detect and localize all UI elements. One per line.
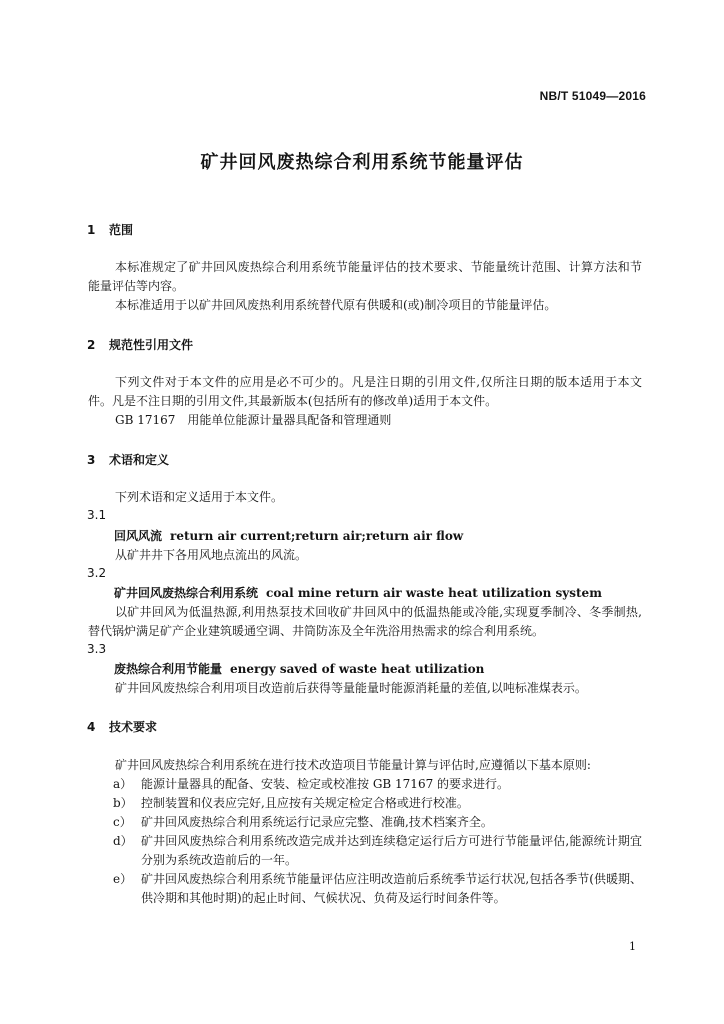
list-item xyxy=(88,775,642,794)
section-number: 3 xyxy=(87,453,96,467)
term-english: return air current;return air;return air flow xyxy=(170,529,464,543)
list-item xyxy=(88,870,642,908)
term-heading xyxy=(114,660,484,677)
list-marker: b） xyxy=(113,796,133,810)
page-number: 1 xyxy=(629,940,636,953)
section-number: 1 xyxy=(87,223,96,237)
section-4-heading xyxy=(87,718,157,735)
list-text: 矿井回风废热综合利用系统改造完成并达到连续稳定运行后方可进行节能量评估,能源统计期宜分别为系统改造前后的一年。 xyxy=(141,834,642,867)
list-item xyxy=(88,794,642,813)
section-title: 规范性引用文件 xyxy=(109,338,194,352)
list-item xyxy=(88,813,642,832)
term-definition: 以矿井回风为低温热源,利用热泵技术回收矿井回风中的低温热能或冷能,实现夏季制冷、冬季制热,替代锅炉满足矿产企业建筑暖通空调、井筒防冻及全年洗浴用热需求的综合利用系统。 xyxy=(88,605,642,638)
section-title: 范围 xyxy=(109,223,134,237)
section-number: 2 xyxy=(87,338,96,352)
term-english: energy saved of waste heat utilization xyxy=(230,662,485,676)
list-text: 能源计量器具的配备、安装、检定或校准按 GB 17167 的要求进行。 xyxy=(141,777,510,791)
normative-reference: GB 17167 用能单位能源计量器具配备和管理通则 xyxy=(115,413,392,427)
section-2-heading xyxy=(87,336,193,353)
section-1-paragraph: 本标准规定了矿井回风废热综合利用系统节能量评估的技术要求、节能量统计范围、计算方法和节能量评估等内容。 xyxy=(88,260,642,293)
section-3-heading xyxy=(87,451,169,468)
standard-code: NB/T 51049—2016 xyxy=(539,89,646,103)
list-text: 控制装置和仪表应完好,且应按有关规定检定合格或进行校准。 xyxy=(141,796,469,810)
term-heading xyxy=(114,584,602,601)
section-1-heading xyxy=(87,221,133,238)
term-number: 3.3 xyxy=(87,642,107,656)
section-2-paragraph: 下列文件对于本文件的应用是必不可少的。凡是注日期的引用文件,仅所注日期的版本适用于本文件。凡是不注日期的引用文件,其最新版本(包括所有的修改单)适用于本文件。 xyxy=(88,375,642,408)
list-marker: a） xyxy=(113,777,133,791)
term-number: 3.1 xyxy=(87,508,107,522)
list-marker: d） xyxy=(113,834,133,848)
list-text: 矿井回风废热综合利用系统运行记录应完整、准确,技术档案齐全。 xyxy=(141,815,493,829)
requirements-list xyxy=(88,775,642,908)
term-heading xyxy=(114,527,463,544)
list-text: 矿井回风废热综合利用系统节能量评估应注明改造前后系统季节运行状况,包括各季节(供暖期、供冷期和其他时期)的起止时间、气候状况、负荷及运行时间条件等。 xyxy=(141,872,642,905)
term-english: coal mine return air waste heat utilization system xyxy=(266,586,602,600)
section-3-intro: 下列术语和定义适用于本文件。 xyxy=(115,490,284,504)
term-definition: 矿井回风废热综合利用项目改造前后获得等量能量时能源消耗量的差值,以吨标准煤表示。 xyxy=(115,681,587,695)
term-number: 3.2 xyxy=(87,566,107,580)
document-title: 矿井回风废热综合利用系统节能量评估 xyxy=(200,152,524,173)
term-chinese: 废热综合利用节能量 xyxy=(114,662,223,676)
list-marker: c） xyxy=(113,815,132,829)
section-1-paragraph: 本标准适用于以矿井回风废热利用系统替代原有供暖和(或)制冷项目的节能量评估。 xyxy=(115,298,557,312)
section-4-intro: 矿井回风废热综合利用系统在进行技术改造项目节能量计算与评估时,应遵循以下基本原则: xyxy=(115,758,591,772)
term-chinese: 矿井回风废热综合利用系统 xyxy=(114,586,259,600)
list-item xyxy=(88,832,642,870)
term-chinese: 回风风流 xyxy=(114,529,163,543)
section-number: 4 xyxy=(87,720,96,734)
term-definition: 从矿井井下各用风地点流出的风流。 xyxy=(115,548,308,562)
section-title: 术语和定义 xyxy=(109,453,170,467)
list-marker: e） xyxy=(113,872,133,886)
section-title: 技术要求 xyxy=(109,720,158,734)
